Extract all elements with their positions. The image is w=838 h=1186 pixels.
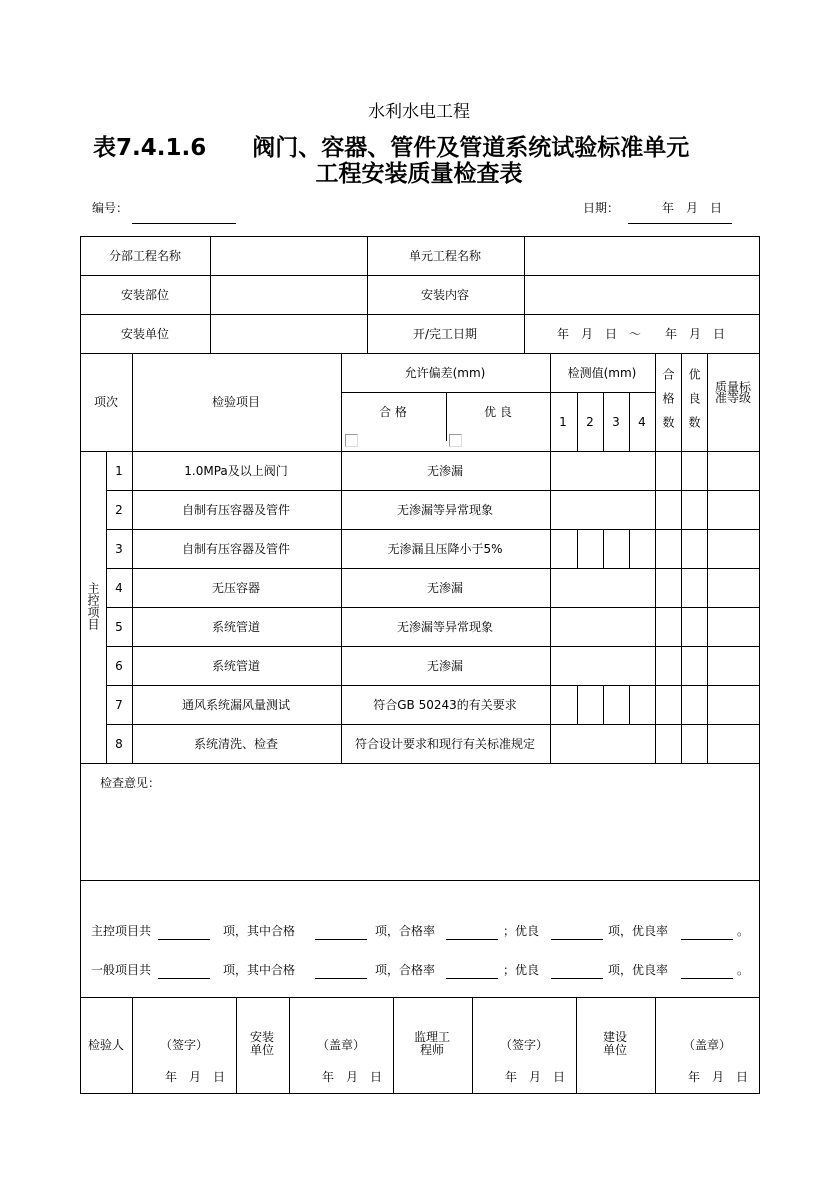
qualified-checkbox[interactable] [345,434,358,447]
table-rule [629,392,630,451]
row-standard: 无渗漏 [426,581,464,595]
table-rule [106,490,760,491]
table-rule [106,724,760,725]
inspector-label: 检验人 [87,1038,125,1052]
row-item: 系统管道 [211,659,261,673]
row-number: 2 [115,503,123,517]
row-standard: 无渗漏 [426,659,464,673]
row-standard: 符合GB 50243的有关要求 [373,698,517,712]
org-title: 水利水电工程 [368,102,470,122]
owner-unit-date: 年 月 日 [688,1070,749,1084]
table-rule [576,997,577,1093]
col-m3: 3 [612,415,620,429]
install-location-label: 安装部位 [120,288,170,302]
col-grade: 质量标准等级 [714,380,751,405]
date-field[interactable] [628,223,732,224]
number-field[interactable] [132,223,236,224]
row-number: 8 [115,737,123,751]
table-rule [629,685,630,724]
table-rule [106,685,760,686]
table-rule [80,880,760,881]
col-qualified: 合 格 [379,405,407,419]
form-title-line1: 表7.4.1.6 阀门、容器、管件及管道系统试验标准单元 [93,135,690,161]
col-excellent: 优 良 [484,405,512,419]
table-rule [80,997,760,998]
table-rule [132,997,133,1093]
stats-main-qualified-label: 项，其中合格 [223,924,296,938]
unit-project-label: 单元工程名称 [408,249,482,263]
form-title-line2: 工程安装质量检查表 [315,161,523,187]
table-rule [106,646,760,647]
table-rule [393,997,394,1093]
row-standard: 无渗漏等异常现象 [396,620,494,634]
date-value: 年 月 日 [662,201,723,215]
install-unit-seal: （盖章） [316,1038,366,1052]
table-rule [472,997,473,1093]
install-unit-date: 年 月 日 [322,1070,383,1084]
stats-main-total-label: 主控项目共 [91,924,152,938]
col-item: 检验项目 [211,395,261,409]
stats-general-excellent-label: ；优良 [503,963,540,977]
table-rule [759,236,760,1093]
row-item: 无压容器 [211,581,261,595]
table-rule [603,392,604,451]
row-item: 自制有压容器及管件 [181,503,291,517]
table-rule [577,529,578,568]
table-rule [106,568,760,569]
date-label: 日期： [583,201,620,215]
stats-blank-field[interactable] [551,978,603,979]
stats-blank-field[interactable] [158,978,210,979]
col-no: 项次 [93,395,119,409]
supervisor-label: 监理工程师 [413,1030,450,1057]
supervisor-date: 年 月 日 [505,1070,566,1084]
col-excellent-count: 优良数 [687,368,701,440]
row-number: 5 [115,620,123,634]
table-rule [80,353,760,354]
table-rule [367,236,368,353]
stats-main-excellent-rate-label: 项，优良率 [608,924,669,938]
col-m4: 4 [638,415,646,429]
table-rule [80,236,81,1093]
install-unit-label: 安装单位 [120,327,170,341]
stats-general-total-label: 一般项目共 [91,963,152,977]
row-standard: 符合设计要求和现行有关标准规定 [354,737,536,751]
table-rule [681,353,682,763]
table-rule [106,607,760,608]
row-number: 3 [115,542,123,556]
table-rule [80,451,760,452]
owner-unit-seal: （盖章） [682,1038,732,1052]
col-tolerance: 允许偏差(mm) [404,366,486,380]
table-rule [80,236,760,237]
table-rule [446,392,447,441]
table-rule [577,392,578,451]
sub-project-label: 分部工程名称 [108,249,182,263]
stats-main-end: 。 [737,924,750,938]
supervisor-sign: （签字） [499,1038,549,1052]
row-number: 1 [115,464,123,478]
row-item: 通风系统漏风量测试 [181,698,291,712]
table-rule [210,236,211,353]
stats-blank-field[interactable] [681,978,733,979]
stats-general-rate-label: 项，合格率 [375,963,436,977]
inspector-date: 年 月 日 [165,1070,226,1084]
stats-blank-field[interactable] [315,939,367,940]
row-number: 7 [115,698,123,712]
stats-blank-field[interactable] [681,939,733,940]
table-rule [629,529,630,568]
table-rule [603,529,604,568]
inspector-sign: （签字） [159,1038,209,1052]
stats-main-excellent-label: ；优良 [503,924,540,938]
col-measured: 检测值(mm) [567,366,637,380]
table-rule [707,353,708,763]
table-rule [80,1093,760,1094]
row-standard: 无渗漏 [426,464,464,478]
number-label: 编号： [92,201,129,215]
stats-blank-field[interactable] [446,939,498,940]
col-m2: 2 [586,415,594,429]
install-content-label: 安装内容 [420,288,470,302]
stats-general-qualified-label: 项，其中合格 [223,963,296,977]
table-rule [655,353,656,763]
row-item: 系统清洗、检查 [193,737,279,751]
row-standard: 无渗漏且压降小于5% [387,542,503,556]
stats-blank-field[interactable] [315,978,367,979]
table-rule [655,997,656,1093]
stats-blank-field[interactable] [158,939,210,940]
date-range: 年 月 日 ～ 年 月 日 [557,327,726,341]
opinion-label: 检查意见： [100,776,161,790]
table-rule [80,763,760,764]
table-rule [341,392,656,393]
table-rule [289,997,290,1093]
table-rule [80,275,760,276]
table-rule [236,997,237,1093]
table-rule [341,353,342,763]
install-unit-sign-label: 安装单位 [249,1030,274,1057]
table-rule [577,685,578,724]
owner-unit-label: 建设单位 [602,1030,627,1057]
stats-main-rate-label: 项，合格率 [375,924,436,938]
row-number: 6 [115,659,123,673]
table-rule [106,529,760,530]
table-rule [80,314,760,315]
main-control-label: 主控项目 [86,582,100,630]
table-rule [524,236,525,353]
excellent-checkbox[interactable] [449,434,462,447]
stats-blank-field[interactable] [446,978,498,979]
row-item: 系统管道 [211,620,261,634]
stats-general-end: 。 [737,963,750,977]
row-item: 1.0MPa及以上阀门 [184,464,288,478]
table-rule [550,353,551,763]
stats-blank-field[interactable] [551,939,603,940]
row-standard: 无渗漏等异常现象 [396,503,494,517]
row-number: 4 [115,581,123,595]
row-item: 自制有压容器及管件 [181,542,291,556]
stats-general-excellent-rate-label: 项，优良率 [608,963,669,977]
col-pass-count: 合格数 [661,368,675,440]
start-end-date-label: 开/完工日期 [412,327,478,341]
table-rule [132,353,133,763]
col-m1: 1 [559,415,567,429]
table-rule [603,685,604,724]
